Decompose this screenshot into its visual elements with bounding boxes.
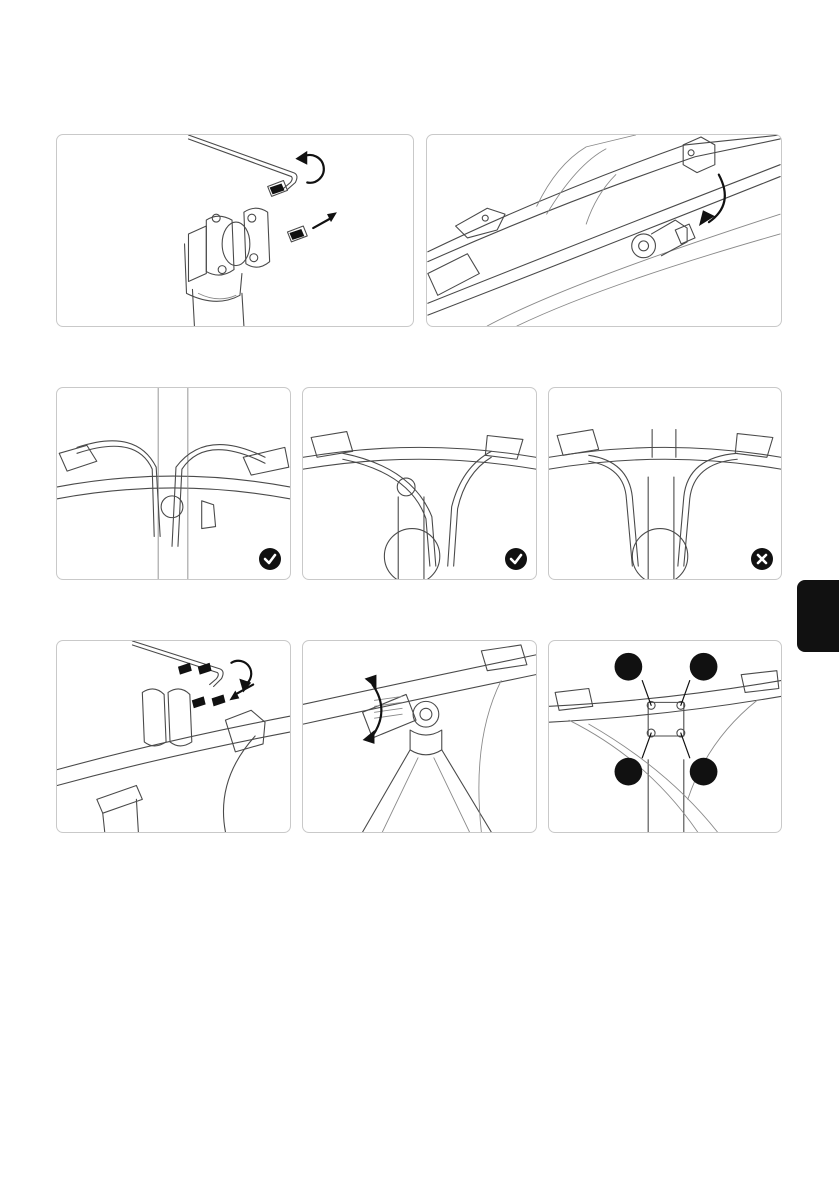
torque-sequence-illustration: [549, 641, 781, 832]
panel-rotate-handlebar: [426, 134, 782, 327]
torque-marker-icon: [615, 653, 718, 786]
stem-install-illustration: [57, 641, 290, 832]
panel-cable-routing-correct-1: [56, 387, 291, 580]
chapter-tab: [797, 580, 839, 652]
panel-cable-routing-incorrect: [548, 387, 782, 580]
arrow-left-icon: [229, 685, 253, 701]
panel-torque-sequence: [548, 640, 782, 833]
check-icon: [505, 548, 527, 570]
panel-cable-routing-correct-2: [302, 387, 537, 580]
cross-icon: [751, 548, 773, 570]
panel-install-stem-bolts: [56, 640, 291, 833]
bolt-icon: [268, 181, 288, 197]
panel-adjust-handlebar-angle: [302, 640, 537, 833]
bolt-icon: [287, 226, 307, 242]
handlebar-frame-illustration: [427, 135, 781, 326]
stem-faceplate-illustration: [57, 135, 413, 326]
cable-routing-illustration: [303, 388, 536, 579]
bolt-icon: [178, 663, 226, 709]
cable-routing-illustration: [57, 388, 290, 579]
check-icon: [259, 548, 281, 570]
cable-routing-illustration: [549, 388, 781, 579]
arrow-right-icon: [313, 212, 337, 228]
panel-remove-stem-bolts: [56, 134, 414, 327]
rotate-ccw-icon: [295, 151, 323, 183]
handlebar-angle-illustration: [303, 641, 536, 832]
